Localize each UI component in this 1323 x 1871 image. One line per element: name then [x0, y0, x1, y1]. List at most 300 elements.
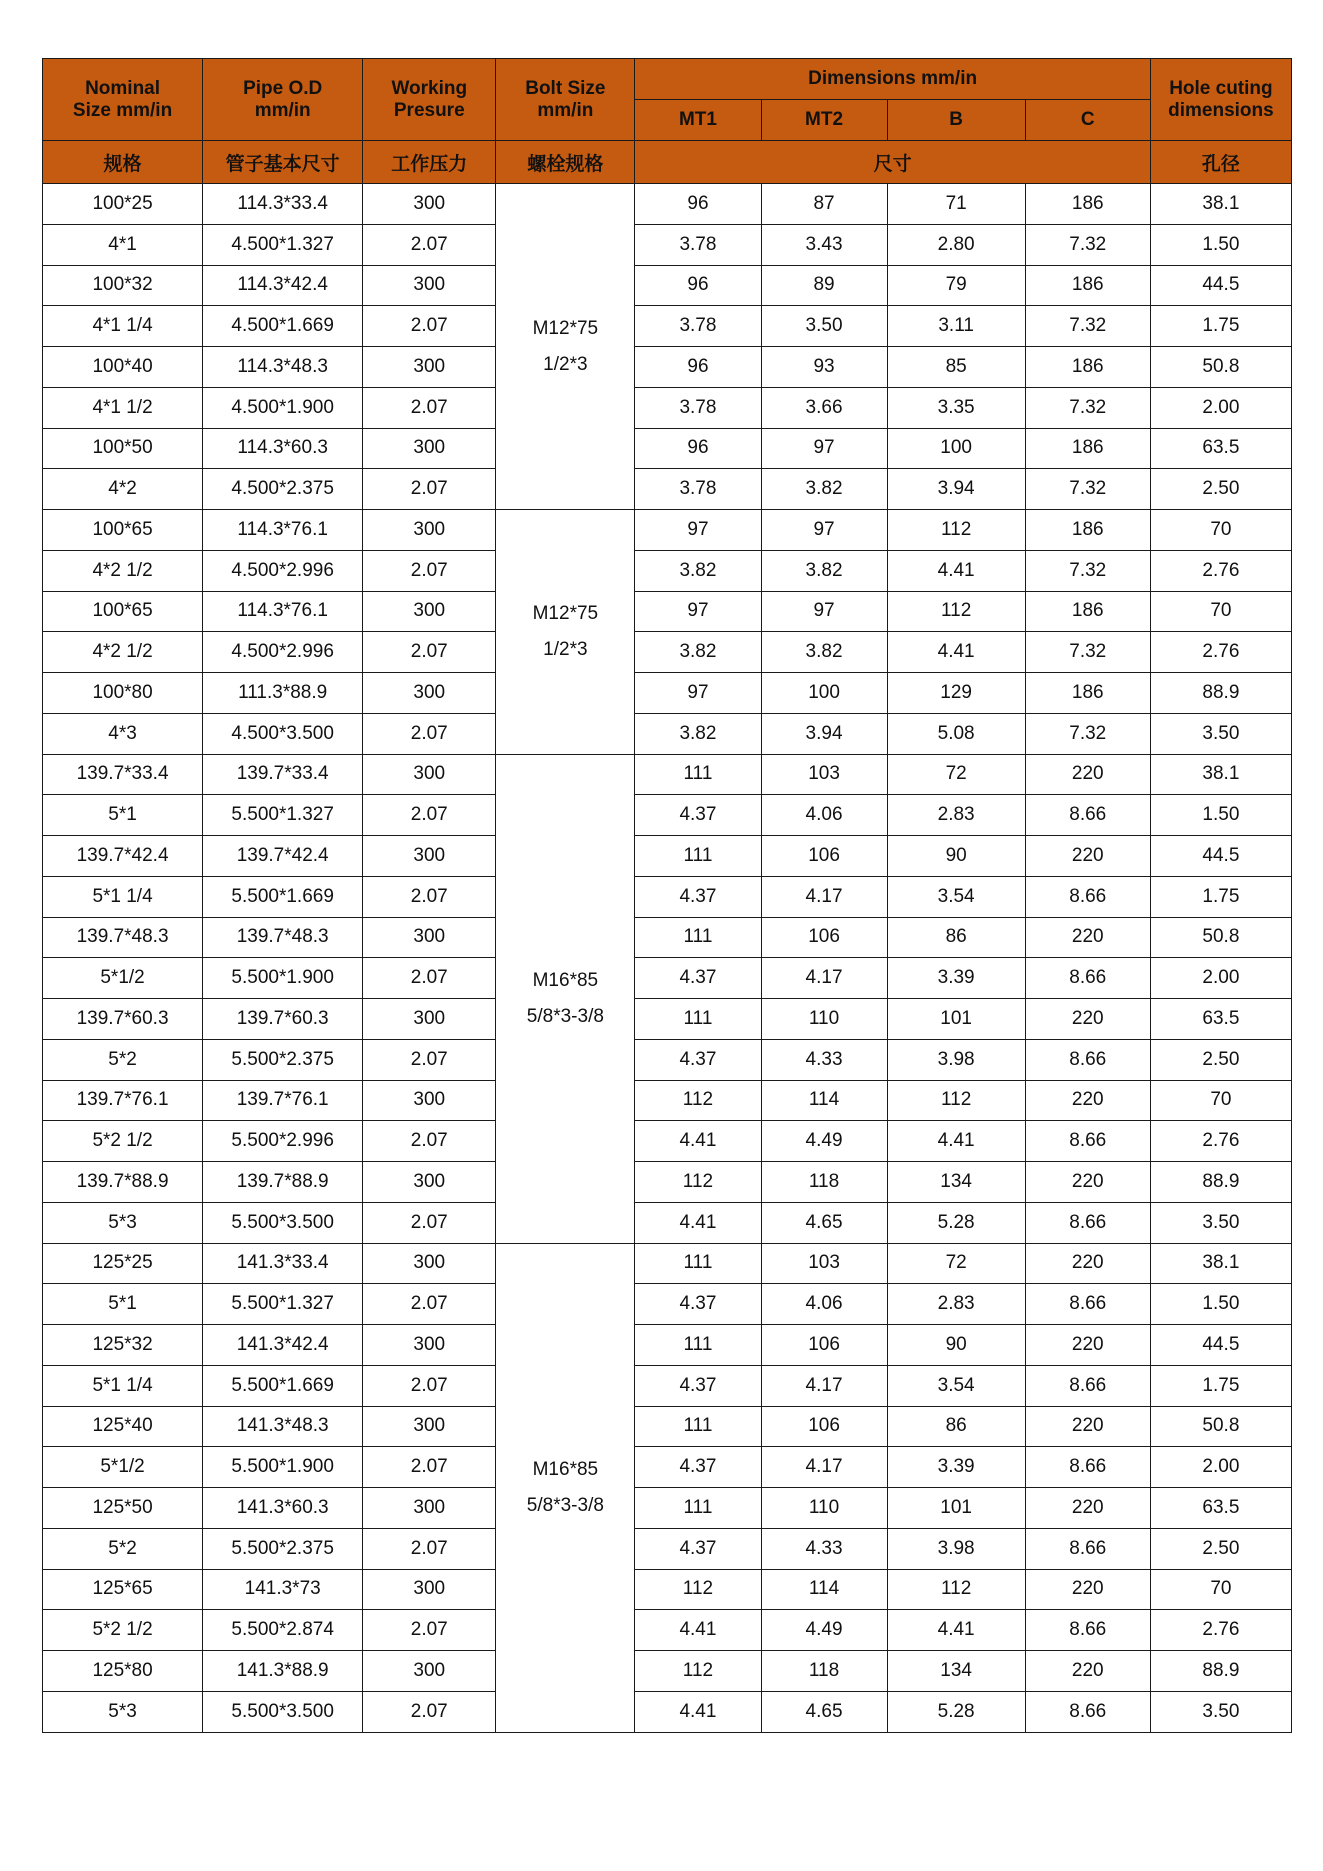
cell-mt2: 3.50 [761, 306, 887, 347]
cell-nominal-size: 100*80 [43, 673, 203, 714]
header-cn-hole: 孔径 [1150, 141, 1291, 184]
cell-b: 4.41 [887, 550, 1025, 591]
cell-working-pressure: 2.07 [363, 1528, 496, 1569]
header-cn-working: 工作压力 [363, 141, 496, 184]
cell-pipe-od: 114.3*42.4 [203, 265, 363, 306]
cell-working-pressure: 2.07 [363, 1447, 496, 1488]
cell-hole-diameter: 2.00 [1150, 958, 1291, 999]
cell-nominal-size: 5*3 [43, 1691, 203, 1732]
cell-nominal-size: 5*2 [43, 1039, 203, 1080]
table-row [43, 1447, 1292, 1488]
cell-b: 112 [887, 1080, 1025, 1121]
cell-b: 100 [887, 428, 1025, 469]
cell-working-pressure: 2.07 [363, 1691, 496, 1732]
cell-pipe-od: 114.3*33.4 [203, 184, 363, 225]
cell-pipe-od: 5.500*1.900 [203, 958, 363, 999]
table-row [43, 917, 1292, 958]
cell-hole-diameter: 70 [1150, 510, 1291, 551]
cell-nominal-size: 5*3 [43, 1202, 203, 1243]
cell-b: 3.35 [887, 387, 1025, 428]
flange-spec-table [42, 58, 1292, 1733]
header-dimensions: Dimensions mm/in [635, 59, 1150, 100]
bolt-size-line: M16*85 [532, 969, 599, 991]
cell-pipe-od: 111.3*88.9 [203, 673, 363, 714]
cell-c: 220 [1025, 1406, 1150, 1447]
cell-b: 85 [887, 347, 1025, 388]
cell-c: 186 [1025, 184, 1150, 225]
cell-hole-diameter: 2.76 [1150, 1610, 1291, 1651]
cell-nominal-size: 100*65 [43, 510, 203, 551]
cell-nominal-size: 100*25 [43, 184, 203, 225]
header-mt1: MT1 [635, 100, 761, 141]
cell-mt2: 110 [761, 999, 887, 1040]
cell-working-pressure: 300 [363, 428, 496, 469]
cell-b: 2.80 [887, 224, 1025, 265]
table-row [43, 876, 1292, 917]
cell-working-pressure: 300 [363, 510, 496, 551]
cell-pipe-od: 141.3*73 [203, 1569, 363, 1610]
cell-mt1: 4.41 [635, 1610, 761, 1651]
cell-b: 3.39 [887, 958, 1025, 999]
table-row [43, 958, 1292, 999]
cell-c: 7.32 [1025, 713, 1150, 754]
cell-mt1: 96 [635, 347, 761, 388]
cell-c: 8.66 [1025, 1121, 1150, 1162]
cell-c: 8.66 [1025, 1202, 1150, 1243]
cell-working-pressure: 2.07 [363, 306, 496, 347]
cell-mt1: 3.78 [635, 387, 761, 428]
cell-mt1: 111 [635, 1488, 761, 1529]
cell-mt1: 97 [635, 510, 761, 551]
table-row [43, 1039, 1292, 1080]
cell-mt2: 4.17 [761, 958, 887, 999]
cell-mt2: 3.82 [761, 550, 887, 591]
table-row [43, 387, 1292, 428]
cell-nominal-size: 5*1/2 [43, 1447, 203, 1488]
cell-nominal-size: 125*25 [43, 1243, 203, 1284]
cell-pipe-od: 139.7*48.3 [203, 917, 363, 958]
cell-b: 3.11 [887, 306, 1025, 347]
cell-nominal-size: 139.7*76.1 [43, 1080, 203, 1121]
cell-mt1: 3.82 [635, 632, 761, 673]
cell-working-pressure: 300 [363, 1162, 496, 1203]
cell-b: 90 [887, 1325, 1025, 1366]
cell-b: 101 [887, 999, 1025, 1040]
cell-mt2: 4.65 [761, 1691, 887, 1732]
cell-mt1: 4.41 [635, 1202, 761, 1243]
cell-working-pressure: 300 [363, 836, 496, 877]
cell-hole-diameter: 70 [1150, 1080, 1291, 1121]
cell-working-pressure: 2.07 [363, 1039, 496, 1080]
cell-b: 4.41 [887, 1610, 1025, 1651]
cell-pipe-od: 141.3*60.3 [203, 1488, 363, 1529]
header-cn-bolt: 螺栓规格 [496, 141, 635, 184]
cell-mt2: 89 [761, 265, 887, 306]
cell-b: 3.94 [887, 469, 1025, 510]
cell-nominal-size: 5*2 [43, 1528, 203, 1569]
cell-hole-diameter: 88.9 [1150, 1162, 1291, 1203]
table-row [43, 428, 1292, 469]
cell-hole-diameter: 38.1 [1150, 1243, 1291, 1284]
cell-mt2: 118 [761, 1651, 887, 1692]
cell-mt1: 112 [635, 1569, 761, 1610]
cell-mt2: 103 [761, 1243, 887, 1284]
cell-mt2: 4.65 [761, 1202, 887, 1243]
cell-b: 112 [887, 591, 1025, 632]
cell-nominal-size: 5*2 1/2 [43, 1610, 203, 1651]
cell-nominal-size: 5*1/2 [43, 958, 203, 999]
cell-mt2: 97 [761, 510, 887, 551]
cell-nominal-size: 4*1 [43, 224, 203, 265]
cell-c: 220 [1025, 1243, 1150, 1284]
cell-nominal-size: 4*1 1/4 [43, 306, 203, 347]
cell-hole-diameter: 88.9 [1150, 673, 1291, 714]
table-row [43, 1202, 1292, 1243]
cell-pipe-od: 139.7*33.4 [203, 754, 363, 795]
table-row [43, 1365, 1292, 1406]
header-c: C [1025, 100, 1150, 141]
cell-hole-diameter: 88.9 [1150, 1651, 1291, 1692]
table-row [43, 1691, 1292, 1732]
cell-hole-diameter: 44.5 [1150, 265, 1291, 306]
table-row [43, 265, 1292, 306]
cell-bolt-size [496, 1243, 635, 1732]
cell-c: 8.66 [1025, 1447, 1150, 1488]
header-pipe-od-line2: mm/in [254, 99, 311, 121]
cell-pipe-od: 4.500*2.996 [203, 632, 363, 673]
cell-mt1: 111 [635, 1406, 761, 1447]
bolt-size-line: 1/2*3 [543, 353, 588, 375]
cell-pipe-od: 5.500*1.327 [203, 795, 363, 836]
cell-working-pressure: 300 [363, 591, 496, 632]
cell-mt2: 93 [761, 347, 887, 388]
cell-working-pressure: 2.07 [363, 958, 496, 999]
cell-mt1: 3.78 [635, 469, 761, 510]
cell-mt1: 111 [635, 836, 761, 877]
cell-hole-diameter: 1.50 [1150, 224, 1291, 265]
cell-pipe-od: 5.500*1.669 [203, 876, 363, 917]
cell-hole-diameter: 1.75 [1150, 306, 1291, 347]
header-hole-line1: Hole cuting [1169, 77, 1273, 99]
cell-c: 220 [1025, 999, 1150, 1040]
table-row [43, 306, 1292, 347]
cell-mt1: 112 [635, 1162, 761, 1203]
cell-nominal-size: 125*32 [43, 1325, 203, 1366]
cell-c: 220 [1025, 1162, 1150, 1203]
table-row [43, 224, 1292, 265]
cell-b: 101 [887, 1488, 1025, 1529]
cell-nominal-size: 100*40 [43, 347, 203, 388]
cell-mt1: 4.37 [635, 876, 761, 917]
cell-working-pressure: 300 [363, 754, 496, 795]
cell-working-pressure: 300 [363, 265, 496, 306]
cell-mt1: 4.37 [635, 958, 761, 999]
table-row [43, 1610, 1292, 1651]
cell-mt1: 3.82 [635, 550, 761, 591]
table-row [43, 469, 1292, 510]
cell-b: 4.41 [887, 1121, 1025, 1162]
cell-c: 8.66 [1025, 1528, 1150, 1569]
cell-c: 220 [1025, 754, 1150, 795]
cell-mt1: 4.37 [635, 795, 761, 836]
header-working-line1: Working [391, 77, 468, 99]
cell-mt1: 97 [635, 591, 761, 632]
cell-nominal-size: 139.7*42.4 [43, 836, 203, 877]
cell-b: 72 [887, 1243, 1025, 1284]
cell-working-pressure: 2.07 [363, 713, 496, 754]
table-row [43, 632, 1292, 673]
cell-hole-diameter: 70 [1150, 1569, 1291, 1610]
cell-mt2: 106 [761, 1406, 887, 1447]
cell-working-pressure: 2.07 [363, 550, 496, 591]
cell-working-pressure: 300 [363, 673, 496, 714]
cell-hole-diameter: 2.50 [1150, 469, 1291, 510]
cell-nominal-size: 125*65 [43, 1569, 203, 1610]
cell-pipe-od: 4.500*1.327 [203, 224, 363, 265]
cell-b: 134 [887, 1651, 1025, 1692]
cell-hole-diameter: 1.75 [1150, 876, 1291, 917]
header-cn-nominal: 规格 [43, 141, 203, 184]
cell-working-pressure: 2.07 [363, 1610, 496, 1651]
cell-c: 8.66 [1025, 1610, 1150, 1651]
cell-mt2: 97 [761, 591, 887, 632]
cell-pipe-od: 139.7*88.9 [203, 1162, 363, 1203]
cell-hole-diameter: 44.5 [1150, 836, 1291, 877]
table-row [43, 347, 1292, 388]
cell-c: 8.66 [1025, 1039, 1150, 1080]
cell-working-pressure: 2.07 [363, 1121, 496, 1162]
cell-b: 5.28 [887, 1202, 1025, 1243]
cell-nominal-size: 5*2 1/2 [43, 1121, 203, 1162]
table-row [43, 510, 1292, 551]
cell-mt1: 4.37 [635, 1365, 761, 1406]
bolt-size-line: M16*85 [532, 1458, 599, 1480]
cell-pipe-od: 114.3*76.1 [203, 591, 363, 632]
cell-c: 220 [1025, 1651, 1150, 1692]
table-row [43, 550, 1292, 591]
header-hole-cutting [1150, 59, 1291, 141]
cell-hole-diameter: 2.50 [1150, 1528, 1291, 1569]
cell-c: 186 [1025, 673, 1150, 714]
cell-hole-diameter: 50.8 [1150, 1406, 1291, 1447]
cell-hole-diameter: 3.50 [1150, 1691, 1291, 1732]
header-working-line2: Presure [393, 99, 465, 121]
cell-hole-diameter: 50.8 [1150, 917, 1291, 958]
table-row [43, 1162, 1292, 1203]
header-mt2: MT2 [761, 100, 887, 141]
cell-c: 186 [1025, 510, 1150, 551]
cell-nominal-size: 139.7*48.3 [43, 917, 203, 958]
bolt-size-line: 5/8*3-3/8 [526, 1494, 604, 1516]
cell-mt2: 3.43 [761, 224, 887, 265]
cell-c: 220 [1025, 1569, 1150, 1610]
cell-pipe-od: 5.500*1.900 [203, 1447, 363, 1488]
cell-pipe-od: 4.500*1.900 [203, 387, 363, 428]
cell-mt1: 111 [635, 917, 761, 958]
table-row [43, 1121, 1292, 1162]
cell-nominal-size: 139.7*33.4 [43, 754, 203, 795]
cell-mt2: 4.17 [761, 1365, 887, 1406]
cell-mt1: 97 [635, 673, 761, 714]
cell-mt2: 4.33 [761, 1528, 887, 1569]
cell-mt1: 4.37 [635, 1528, 761, 1569]
cell-mt2: 114 [761, 1569, 887, 1610]
cell-nominal-size: 139.7*60.3 [43, 999, 203, 1040]
table-row [43, 184, 1292, 225]
header-pipe-od [203, 59, 363, 141]
table-body [43, 184, 1292, 1733]
table-row [43, 1406, 1292, 1447]
cell-nominal-size: 4*1 1/2 [43, 387, 203, 428]
cell-b: 3.54 [887, 876, 1025, 917]
cell-mt2: 87 [761, 184, 887, 225]
cell-hole-diameter: 38.1 [1150, 754, 1291, 795]
header-working-pressure [363, 59, 496, 141]
table-row [43, 795, 1292, 836]
cell-working-pressure: 2.07 [363, 632, 496, 673]
table-row [43, 713, 1292, 754]
cell-pipe-od: 5.500*2.375 [203, 1528, 363, 1569]
cell-mt1: 111 [635, 754, 761, 795]
cell-mt1: 4.37 [635, 1284, 761, 1325]
cell-mt2: 118 [761, 1162, 887, 1203]
cell-nominal-size: 125*50 [43, 1488, 203, 1529]
cell-c: 186 [1025, 428, 1150, 469]
cell-pipe-od: 139.7*76.1 [203, 1080, 363, 1121]
cell-b: 112 [887, 510, 1025, 551]
cell-c: 7.32 [1025, 550, 1150, 591]
cell-c: 220 [1025, 917, 1150, 958]
cell-mt1: 96 [635, 184, 761, 225]
cell-mt2: 4.06 [761, 795, 887, 836]
cell-pipe-od: 5.500*2.996 [203, 1121, 363, 1162]
cell-mt2: 3.94 [761, 713, 887, 754]
cell-c: 220 [1025, 1488, 1150, 1529]
cell-c: 186 [1025, 347, 1150, 388]
cell-nominal-size: 100*50 [43, 428, 203, 469]
cell-mt1: 111 [635, 1243, 761, 1284]
cell-hole-diameter: 38.1 [1150, 184, 1291, 225]
header-nominal-size [43, 59, 203, 141]
table-row [43, 1243, 1292, 1284]
cell-working-pressure: 2.07 [363, 224, 496, 265]
cell-c: 8.66 [1025, 1691, 1150, 1732]
cell-mt2: 103 [761, 754, 887, 795]
cell-mt1: 112 [635, 1651, 761, 1692]
cell-mt1: 4.37 [635, 1039, 761, 1080]
cell-c: 7.32 [1025, 306, 1150, 347]
header-nominal-line2: Size mm/in [72, 99, 173, 121]
cell-b: 3.54 [887, 1365, 1025, 1406]
cell-b: 5.08 [887, 713, 1025, 754]
cell-pipe-od: 139.7*60.3 [203, 999, 363, 1040]
cell-c: 7.32 [1025, 469, 1150, 510]
cell-pipe-od: 5.500*3.500 [203, 1202, 363, 1243]
cell-nominal-size: 4*2 1/2 [43, 550, 203, 591]
cell-c: 8.66 [1025, 1284, 1150, 1325]
cell-nominal-size: 125*80 [43, 1651, 203, 1692]
cell-working-pressure: 300 [363, 999, 496, 1040]
cell-hole-diameter: 50.8 [1150, 347, 1291, 388]
cell-b: 4.41 [887, 632, 1025, 673]
table-row [43, 1284, 1292, 1325]
cell-mt2: 3.66 [761, 387, 887, 428]
cell-mt2: 114 [761, 1080, 887, 1121]
table-row [43, 999, 1292, 1040]
cell-working-pressure: 300 [363, 1651, 496, 1692]
cell-hole-diameter: 3.50 [1150, 1202, 1291, 1243]
cell-mt2: 97 [761, 428, 887, 469]
cell-pipe-od: 5.500*3.500 [203, 1691, 363, 1732]
cell-bolt-size [496, 510, 635, 755]
cell-hole-diameter: 70 [1150, 591, 1291, 632]
cell-mt2: 4.17 [761, 876, 887, 917]
cell-b: 3.98 [887, 1039, 1025, 1080]
cell-c: 7.32 [1025, 224, 1150, 265]
cell-mt2: 110 [761, 1488, 887, 1529]
table-row [43, 836, 1292, 877]
cell-mt2: 100 [761, 673, 887, 714]
cell-mt2: 4.49 [761, 1121, 887, 1162]
table-row [43, 1080, 1292, 1121]
cell-mt1: 96 [635, 428, 761, 469]
cell-pipe-od: 5.500*2.375 [203, 1039, 363, 1080]
cell-working-pressure: 300 [363, 1080, 496, 1121]
cell-hole-diameter: 63.5 [1150, 1488, 1291, 1529]
cell-pipe-od: 114.3*48.3 [203, 347, 363, 388]
cell-c: 8.66 [1025, 795, 1150, 836]
cell-pipe-od: 5.500*1.327 [203, 1284, 363, 1325]
cell-b: 129 [887, 673, 1025, 714]
cell-b: 71 [887, 184, 1025, 225]
cell-hole-diameter: 1.50 [1150, 1284, 1291, 1325]
cell-mt2: 106 [761, 836, 887, 877]
cell-mt1: 3.78 [635, 306, 761, 347]
cell-mt1: 111 [635, 1325, 761, 1366]
cell-mt2: 4.06 [761, 1284, 887, 1325]
cell-nominal-size: 4*3 [43, 713, 203, 754]
cell-working-pressure: 2.07 [363, 1202, 496, 1243]
table-row [43, 1569, 1292, 1610]
header-bolt-line2: mm/in [537, 99, 594, 121]
cell-c: 220 [1025, 836, 1150, 877]
bolt-size-line: 1/2*3 [543, 638, 588, 660]
cell-mt1: 96 [635, 265, 761, 306]
cell-working-pressure: 300 [363, 1243, 496, 1284]
cell-pipe-od: 5.500*1.669 [203, 1365, 363, 1406]
cell-mt2: 3.82 [761, 632, 887, 673]
cell-b: 72 [887, 754, 1025, 795]
cell-b: 86 [887, 1406, 1025, 1447]
bolt-size-line: M12*75 [532, 602, 599, 624]
header-cn-pipe: 管子基本尺寸 [203, 141, 363, 184]
cell-mt1: 4.41 [635, 1691, 761, 1732]
cell-c: 8.66 [1025, 958, 1150, 999]
cell-hole-diameter: 2.50 [1150, 1039, 1291, 1080]
cell-b: 90 [887, 836, 1025, 877]
cell-hole-diameter: 3.50 [1150, 713, 1291, 754]
cell-working-pressure: 2.07 [363, 1284, 496, 1325]
cell-hole-diameter: 1.50 [1150, 795, 1291, 836]
table-row [43, 591, 1292, 632]
table-row [43, 1488, 1292, 1529]
cell-b: 2.83 [887, 1284, 1025, 1325]
cell-nominal-size: 4*2 [43, 469, 203, 510]
cell-mt2: 3.82 [761, 469, 887, 510]
cell-hole-diameter: 1.75 [1150, 1365, 1291, 1406]
cell-b: 3.39 [887, 1447, 1025, 1488]
header-b: B [887, 100, 1025, 141]
